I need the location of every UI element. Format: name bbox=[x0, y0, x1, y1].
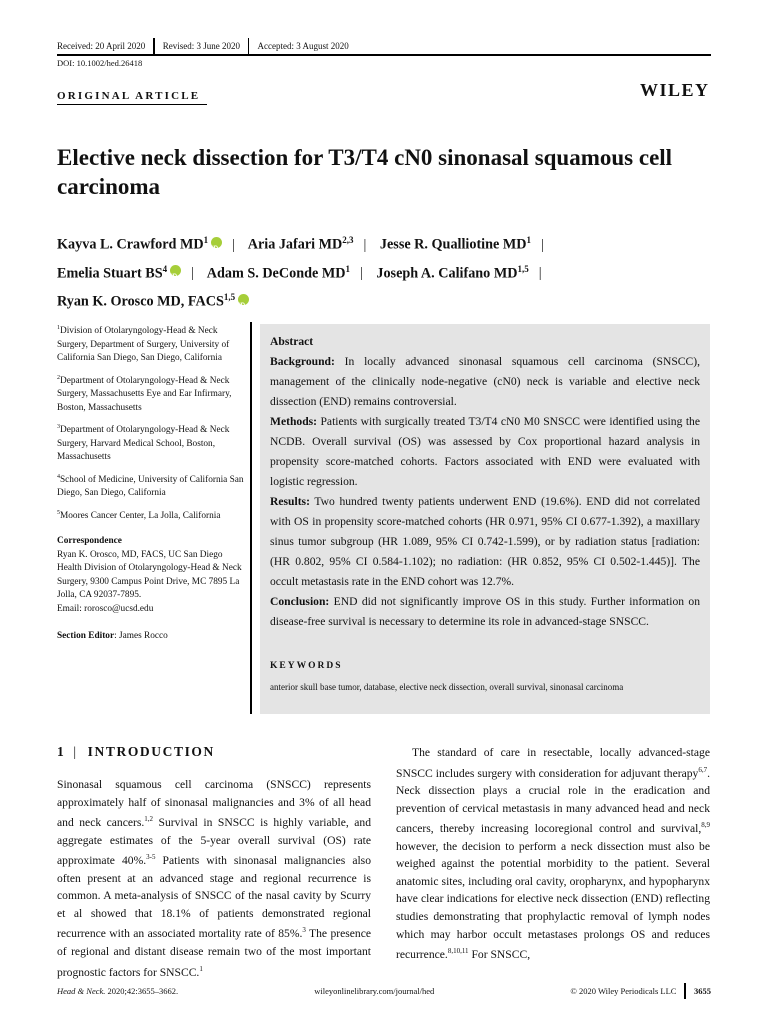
abstract-label: Results: bbox=[270, 495, 310, 508]
correspondence-email[interactable]: Email: rorosco@ucsd.edu bbox=[57, 603, 154, 614]
copyright: © 2020 Wiley Periodicals LLC bbox=[570, 986, 677, 996]
abstract-box bbox=[260, 324, 710, 714]
accepted-date: Accepted: 3 August 2020 bbox=[257, 41, 349, 51]
doi[interactable]: DOI: 10.1002/hed.26418 bbox=[57, 58, 143, 68]
keywords-text: anterior skull base tumor, database, elective neck dissection, overall survival, sinonasal carcinoma bbox=[270, 682, 624, 692]
abstract-text: Patients with surgically treated T3/T4 cN0 M0 SNSCC were identified using the NCDB. Overall survival (OS) was assessed by Cox proportional hazard analysis in propensity score-matched cohorts. Factors associated with END were evaluated with logistic regression. bbox=[270, 415, 700, 488]
body-text: Sinonasal squamous cell carcinoma (SNSCC) represents approximately half of sinonasal malignancies and 3% of all head and neck cancers. bbox=[57, 778, 371, 830]
abstract-label: Background: bbox=[270, 355, 335, 368]
author-name: Ryan K. Orosco MD, FACS bbox=[57, 294, 224, 311]
citation-ref[interactable]: 6,7 bbox=[698, 765, 708, 774]
author-list bbox=[57, 228, 717, 314]
citation-ref[interactable]: 8,9 bbox=[701, 821, 710, 830]
author-name: Jesse R. Qualliotine MD bbox=[379, 236, 527, 253]
author-aff: 1,5 bbox=[223, 292, 236, 303]
affiliation-num: 4 bbox=[57, 473, 60, 480]
author-name: Adam S. DeConde MD bbox=[206, 265, 346, 282]
body-text: Survival in SNSCC is highly variable, and aggregate estimates of the 5-year overall survival (OS) rate approximate 40%. bbox=[57, 816, 371, 868]
author-name: Joseph A. Califano MD bbox=[376, 265, 518, 282]
abstract-heading: Abstract bbox=[270, 335, 314, 348]
citation bbox=[57, 986, 178, 996]
affiliation bbox=[57, 471, 249, 501]
author-aff: 1 bbox=[203, 235, 209, 245]
author-aff: 1 bbox=[526, 235, 531, 245]
abstract-body bbox=[270, 332, 700, 632]
page-footer bbox=[57, 983, 711, 999]
citation-ref[interactable]: 1,2 bbox=[144, 815, 154, 824]
section-label bbox=[57, 90, 207, 105]
footer-right bbox=[570, 983, 711, 999]
orcid-icon[interactable] bbox=[211, 237, 222, 248]
column-divider bbox=[250, 322, 252, 714]
author-aff: 1,5 bbox=[517, 263, 529, 274]
abstract-text: In locally advanced sinonasal squamous cell carcinoma (SNSCC), management of the clinically node-negative (cN0) neck is variable and elective neck dissection (END) remains controversial. bbox=[270, 355, 700, 408]
intro-column-right bbox=[396, 744, 710, 964]
journal-name: Head & Neck. bbox=[57, 986, 106, 996]
author-name: Emelia Stuart BS bbox=[57, 265, 163, 282]
section-number: 1 bbox=[57, 744, 66, 759]
abstract-background bbox=[270, 352, 700, 412]
divider bbox=[153, 38, 155, 54]
journal-citation: 2020;42:3655–3662. bbox=[105, 986, 179, 996]
body-text: however, the decision to perform a neck dissection must also be weighed against the potential morbidity to the patient. Several anatomic sites, including oral cavity, oropharynx, and hypopharynx have clear indications for elective neck dissection (END) reflecting studies demonstrating that prophylactic removal of lymph nodes which may harbor occult metastases prolongs OS and reduces recurrence. bbox=[396, 839, 710, 962]
received-date: Received: 20 April 2020 bbox=[57, 41, 146, 51]
citation-ref[interactable]: 3-5 bbox=[146, 853, 156, 862]
citation-ref[interactable]: 8,10,11 bbox=[447, 947, 469, 956]
citation-ref[interactable]: 3 bbox=[302, 926, 306, 935]
article-title: Elective neck dissection for T3/T4 cN0 sinonasal squamous cell carcinoma bbox=[57, 145, 673, 199]
affiliation-text: Department of Otolaryngology-Head & Neck Surgery, Massachusetts Eye and Ear Infirmary, Boston, Massachusetts bbox=[57, 375, 232, 413]
body-text: For SNSCC, bbox=[468, 948, 531, 962]
author-aff: 4 bbox=[162, 263, 168, 274]
citation-ref[interactable]: 1 bbox=[199, 964, 203, 973]
body-text: . Neck dissection plays a crucial role in the eradication and prevention of cervical metastasis in many advanced head and neck cancers, thereby increasing locoregional control and survival, bbox=[396, 766, 710, 836]
affiliation bbox=[57, 507, 249, 524]
divider bbox=[248, 38, 250, 54]
body-text: The presence of regional and distant disease remain two of the most important prognostic factors for SNSCC. bbox=[57, 927, 371, 979]
body-text: Patients with sinonasal malignancies also often present at an advanced stage and regional recurrence is common. A meta-analysis of SNSCC of the nasal cavity by Scurry et al showed that 18.1% of patients demonstrated regional recurrence with an associated mortality rate of 85%. bbox=[57, 854, 371, 941]
article-history bbox=[57, 38, 349, 54]
abstract-methods bbox=[270, 412, 700, 492]
body-text: The standard of care in resectable, locally advanced-stage SNSCC includes surgery with consideration for adjuvant therapy bbox=[396, 746, 710, 780]
author-separator: | bbox=[541, 236, 544, 253]
author-name: Kayva L. Crawford MD bbox=[57, 236, 204, 253]
section-label-text: ORIGINAL ARTICLE bbox=[57, 90, 201, 102]
revised-date: Revised: 3 June 2020 bbox=[162, 41, 240, 51]
affiliation-text: Division of Otolaryngology-Head & Neck Surgery, Department of Surgery, University of California San Diego, San Diego, California bbox=[57, 326, 230, 364]
author-name: Aria Jafari MD bbox=[247, 236, 343, 253]
correspondence-heading: Correspondence bbox=[57, 536, 122, 547]
affiliation bbox=[57, 322, 249, 366]
correspondence-text: Ryan K. Orosco, MD, FACS, UC San Diego Health Division of Otolaryngology-Head & Neck Surgery, 9300 Campus Point Drive, MC 7895 La Jolla, CA 92037-7895. bbox=[57, 549, 242, 601]
section-editor bbox=[57, 630, 249, 644]
section-underline bbox=[57, 104, 207, 105]
affiliation-text: School of Medicine, University of California San Diego, San Diego, California bbox=[57, 474, 244, 499]
intro-column-left bbox=[57, 776, 371, 981]
journal-url[interactable]: wileyonlinelibrary.com/journal/hed bbox=[314, 986, 435, 996]
affiliation-num: 2 bbox=[57, 374, 60, 381]
header-rule bbox=[57, 54, 711, 56]
author-aff: 1 bbox=[345, 263, 350, 274]
orcid-icon[interactable] bbox=[238, 294, 249, 305]
affiliation-text: Moores Cancer Center, La Jolla, California bbox=[60, 510, 221, 521]
author-separator: | bbox=[359, 265, 363, 282]
section-pipe: | bbox=[73, 744, 78, 759]
author-separator: | bbox=[232, 236, 235, 253]
publisher-logo: WILEY bbox=[640, 80, 710, 100]
keywords-heading: KEYWORDS bbox=[270, 661, 343, 671]
author-separator: | bbox=[538, 265, 542, 282]
author-separator: | bbox=[191, 265, 194, 282]
affiliation-num: 3 bbox=[57, 424, 60, 431]
section-title: INTRODUCTION bbox=[87, 744, 215, 759]
abstract-results bbox=[270, 492, 700, 592]
page-number: 3655 bbox=[693, 986, 711, 996]
intro-heading bbox=[57, 744, 215, 760]
abstract-label: Methods: bbox=[270, 415, 318, 428]
affiliation bbox=[57, 421, 249, 465]
orcid-icon[interactable] bbox=[170, 265, 181, 276]
affiliations bbox=[57, 322, 249, 650]
affiliation-num: 1 bbox=[57, 325, 60, 331]
abstract-text: Two hundred twenty patients underwent END (19.6%). END did not correlated with OS in propensity score-matched cohorts (HR 0.971, 95% CI 0.677-1.392), a maxillary sinus tumor subgroup (HR 1.089, 95% CI 0.742-1.599), or by radiation status [radiation: (HR 0.802, 95% CI 0.584-1.102); no radiation: (HR 0.852, 95% CI 0.502-1.445)]. The occult metastasis rate in the END cohort was 12.7%. bbox=[270, 495, 700, 588]
affiliation-text: Department of Otolaryngology-Head & Neck Surgery, Harvard Medical School, Boston, Massachusetts bbox=[57, 425, 230, 463]
section-editor-name: : James Rocco bbox=[114, 631, 168, 642]
abstract-text: END did not significantly improve OS in this study. Further information on disease-free survival is necessary to determine its role in advanced-stage SNSCC. bbox=[270, 595, 700, 628]
abstract-conclusion bbox=[270, 592, 700, 632]
author-aff: 2,3 bbox=[342, 235, 354, 245]
affiliation bbox=[57, 372, 249, 416]
section-editor-label: Section Editor bbox=[57, 631, 115, 642]
affiliation-num: 5 bbox=[57, 509, 60, 516]
author-separator: | bbox=[363, 236, 367, 253]
divider bbox=[684, 983, 686, 999]
abstract-label: Conclusion: bbox=[270, 595, 330, 608]
